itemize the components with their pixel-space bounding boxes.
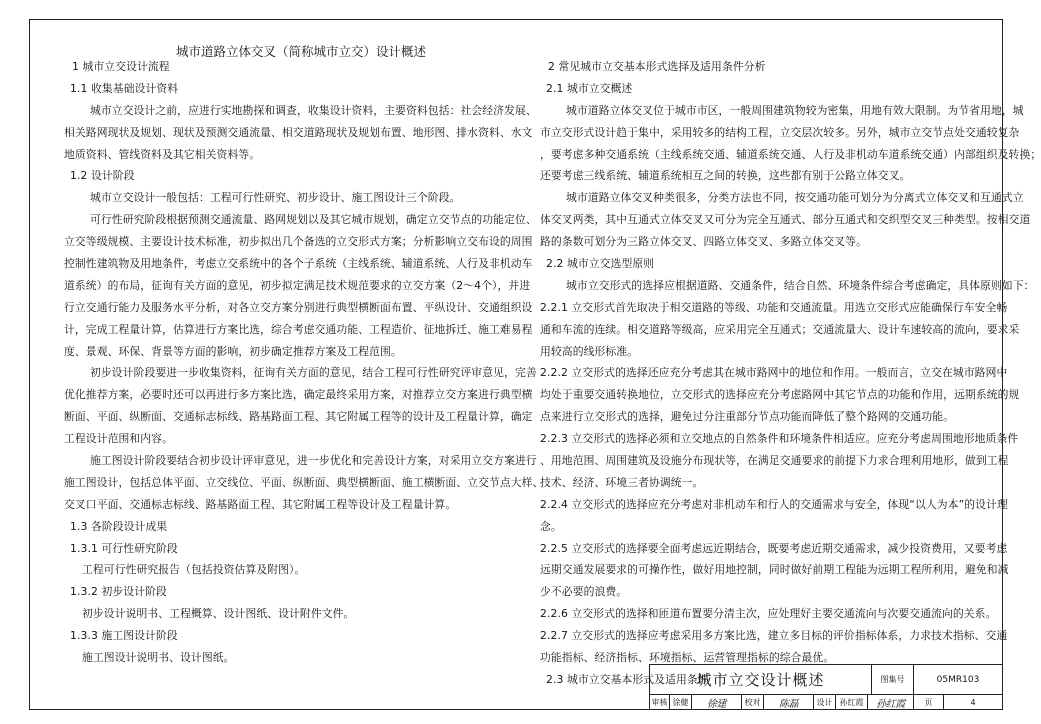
paragraph-line: 城市道路立体交叉种类很多，分类方法也不同，按交通功能可划分为分离式立体交叉和互通式立	[566, 191, 1024, 205]
paragraph-line: 、用地范围、周围建筑及设施分布现状等，在满足交通要求的前提下力求合理利用地形，做到工程	[540, 454, 1009, 468]
paragraph-line: 可行性研究阶段根据预测交通流量、路网规划以及其它城市规划，确定立交节点的功能定位、	[90, 213, 537, 227]
paragraph-line: 通和车流的连续。相交道路等级高，应采用完全互通式；交通流量大、设计车速较高的流向，要求采	[540, 322, 1020, 336]
paragraph-line: 道系统）的布局，征询有关方面的意见，初步拟定满足技术规范要求的立交方案（2～4个），并进	[64, 278, 531, 292]
paragraph-line: 路的条数可划分为三路立体交叉、四路立体交叉、多路立体交叉等。	[540, 235, 867, 249]
review-label: 审核	[650, 695, 670, 709]
signature-row	[650, 695, 1002, 709]
paragraph-line: 立交等级规模、主要设计技术标准，初步拟出几个备选的立交形式方案；分析影响立交布设的周围	[64, 235, 533, 249]
paragraph-line: 2.2.6 立交形式的选择和匝道布置要分清主次，应处理好主要交通流向与次要交通流向的关系。	[540, 607, 997, 621]
paragraph-line: 念。	[540, 519, 562, 533]
title-block	[649, 664, 1003, 710]
designer-name: 孙红霞	[836, 695, 868, 709]
section-heading: 1 城市立交设计流程	[72, 60, 170, 73]
section-heading: 2 常见城市立交基本形式选择及适用条件分析	[548, 60, 766, 73]
paragraph-line: 施工图设计说明书、设计图纸。	[82, 651, 235, 665]
paragraph-line: 交叉口平面、交通标志标线、路基路面工程、其它附属工程等设计及工程量计算。	[64, 497, 457, 511]
paragraph-line: 功能指标、经济指标、环境指标、运营管理指标的综合最优。	[540, 651, 835, 665]
paragraph-line: 2.2.2 立交形式的选择还应充分考虑其在城市路网中的地位和作用。一般而言，立交在城市路网中	[540, 366, 1008, 380]
atlas-number: 05MR103	[914, 665, 1002, 695]
paragraph-line: 行立交通行能力及服务水平分析，对各立交方案分别进行典型横断面布置、平纵设计、交通组织设	[64, 300, 533, 314]
paragraph-line: 城市立交设计一般包括：工程可行性研究、初步设计、施工图设计三个阶段。	[90, 191, 461, 205]
paragraph-line: 断面、平面、纵断面、交通标志标线、路基路面工程、其它附属工程等的设计及工程量计算，确定	[64, 410, 533, 424]
proof-label: 校对	[742, 695, 764, 709]
paragraph-line: 点来进行立交形式的选择，避免过分注重部分节点功能而降低了整个路网的交通功能。	[540, 410, 955, 424]
page-label: 页	[914, 695, 944, 709]
paragraph-line: 施工图设计，包括总体平面、立交线位、平面、纵断面、典型横断面、施工横断面、立交节点大样、	[64, 475, 544, 489]
paragraph-line: 技术、经济、环境三者协调统一。	[540, 475, 704, 489]
paragraph-line: 度、景观、环保、背景等方面的影响，初步确定推荐方案及工程范围。	[64, 344, 402, 358]
paragraph-line: 市立交形式设计趋于集中，采用较多的结构工程，立交层次较多。另外，城市立交节点处交通较复杂	[540, 125, 1020, 139]
section-heading: 2.1 城市立交概述	[546, 81, 633, 95]
page-number: 4	[970, 697, 976, 707]
paragraph-line: 优化推荐方案，必要时还可以再进行多方案比选，确定最终采用方案，对推荐立交方案进行典型横	[64, 388, 533, 402]
section-heading: 2.2 城市立交选型原则	[546, 257, 655, 271]
document-title: 城市道路立体交叉（简称城市立交）设计概述	[176, 44, 427, 59]
design-label: 设计	[814, 695, 836, 709]
section-heading: 1.3 各阶段设计成果	[70, 519, 168, 533]
paragraph-line: 相关路网现状及规划、现状及预测交通流量、相交道路现状及规划布置、地形图、排水资料、水文	[64, 125, 533, 139]
designer-signature: 孙红霞	[868, 695, 914, 709]
paragraph-line: 工程设计范围和内容。	[64, 432, 173, 446]
paragraph-line: 计，完成工程量计算，估算进行方案比选，综合考虑交通功能、工程造价、征地拆迁、施工难易程	[64, 322, 533, 336]
paragraph-line: 地质资料、管线资料及其它相关资料等。	[64, 147, 261, 161]
paragraph-line: 少不必要的浪费。	[540, 585, 628, 599]
paragraph-line: 控制性建筑物及用地条件，考虑立交系统中的各个子系统（主线系统、辅道系统、人行及非机动车	[64, 257, 533, 271]
right-column	[540, 56, 1041, 691]
proofreader-signature: 陈磊	[764, 695, 814, 709]
paragraph-line: 体交叉两类，其中互通式立体交叉又可分为完全互通式、部分互通式和交织型交叉三种类型。按相交道	[540, 213, 1031, 227]
paragraph-line: 2.2.5 立交形式的选择要全面考虑远近期结合，既要考虑近期交通需求，减少投资费用，又要考虑	[540, 541, 1008, 555]
reviewer-name: 徐健	[670, 695, 692, 709]
paragraph-line: 2.2.1 立交形式首先取决于相交道路的等级、功能和交通流量。用选立交形式应能确保行车安全畅	[540, 300, 1008, 314]
paragraph-line: 远期交通发展要求的可操作性，做好用地控制，同时做好前期工程能为远期工程所利用，避免和减	[540, 563, 1009, 577]
reviewer-signature: 徐建	[692, 695, 742, 709]
section-heading: 1.3.3 施工图设计阶段	[70, 629, 178, 643]
section-heading: 1.3.1 可行性研究阶段	[70, 541, 178, 555]
paragraph-line: 城市道路立体交叉位于城市市区，一般周围建筑物较为密集，用地有效大限制。为节省用地，城	[566, 103, 1024, 117]
paragraph-line: 初步设计阶段要进一步收集资料，征询有关方面的意见，结合工程可行性研究评审意见，完善	[90, 366, 537, 380]
section-heading: 1.2 设计阶段	[70, 169, 135, 183]
paragraph-line: ，要考虑多种交通系统（主线系统交通、辅道系统交通、人行及非机动车道系统交通）内部组织及转换；	[540, 147, 1041, 161]
paragraph-line: 城市立交形式的选择应根据道路、交通条件，结合自然、环境条件综合考虑确定，具体原则如下：	[566, 278, 1035, 292]
paragraph-line: 2.2.3 立交形式的选择必须和立交地点的自然条件和环境条件相适应。应充分考虑周围地形地质条件	[540, 432, 1019, 446]
section-heading: 1.1 收集基础设计资料	[70, 81, 179, 95]
paragraph-line: 还要考虑三线系统、辅道系统相互之间的转换，这些都有别于公路立体交叉。	[540, 169, 911, 183]
section-heading: 1.3.2 初步设计阶段	[70, 585, 167, 599]
paragraph-line: 初步设计说明书、工程概算、设计图纸、设计附件文件。	[82, 607, 355, 621]
left-column	[64, 56, 544, 669]
paragraph-line: 2.2.4 立交形式的选择应充分考虑对非机动车和行人的交通需求与安全，体现“以人为本”的设计理	[540, 497, 1008, 511]
paragraph-line: 用较高的线形标准。	[540, 344, 639, 358]
section-heading: 2.3 城市立交基本形式及适用条件	[546, 672, 709, 686]
paragraph-line: 均处于重要交通转换地位，立交形式的选择应充分考虑路网中其它节点的功能和作用，远期系统的规	[540, 388, 1020, 402]
paragraph-line: 施工图设计阶段要结合初步设计评审意见，进一步优化和完善设计方案，对采用立交方案进行	[90, 454, 537, 468]
paragraph-line: 2.2.7 立交形式的选择应考虑采用多方案比选，建立多目标的评价指标体系，力求技术指标、交通	[540, 629, 1008, 643]
atlas-number-label: 图集号	[872, 665, 914, 695]
paragraph-line: 城市立交设计之前，应进行实地勘探和调查，收集设计资料，主要资料包括：社会经济发展、	[90, 103, 537, 117]
paragraph-line: 工程可行性研究报告（包括投资估算及附图）。	[82, 563, 306, 577]
drawing-name: 城市立交设计概述	[650, 665, 872, 695]
